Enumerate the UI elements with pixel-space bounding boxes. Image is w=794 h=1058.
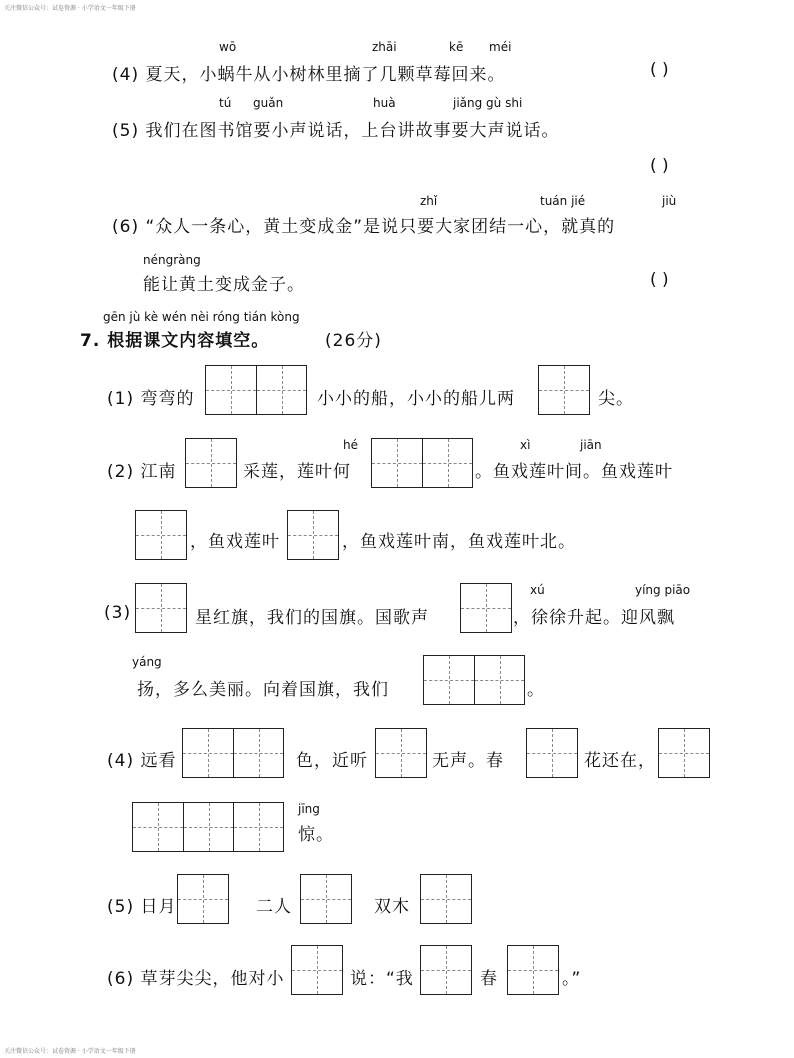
f4-text-e: 惊。 [298, 825, 334, 845]
f3-text-e: 。 [527, 680, 545, 700]
f4-box-2[interactable] [375, 728, 427, 778]
f5-box-2[interactable] [300, 874, 352, 924]
f4-box-5[interactable] [132, 802, 284, 852]
q7-score: (26分) [325, 331, 382, 351]
pinyin-jing: jīng [298, 802, 320, 816]
f4-box-1[interactable] [182, 728, 284, 778]
pinyin-hua: huà [373, 96, 396, 110]
f6-text-c: 春 [480, 969, 498, 989]
f4-text-b: 色，近听 [296, 751, 368, 771]
f6-text-d: 。” [562, 969, 582, 989]
f1-text-b: 小小的船，小小的船儿两 [317, 389, 515, 409]
item-4-text: (4) 夏天，小蜗牛从小树林里摘了几颗草莓回来。 [112, 65, 506, 85]
pinyin-ying-piao: yíng piāo [635, 583, 691, 597]
f4-box-3[interactable] [526, 728, 578, 778]
item-5-text: (5) 我们在图书馆要小声说话，上台讲故事要大声说话。 [112, 121, 560, 141]
f4-text-d: 花还在， [584, 751, 656, 771]
f2-text-e: ，鱼戏莲叶南，鱼戏莲叶北。 [342, 532, 576, 552]
f2-label: (2) 江南 [107, 462, 177, 482]
pinyin-jiang-gu-shi: jiǎng gù shi [453, 96, 523, 110]
pinyin-jiu: jiù [662, 194, 677, 208]
f6-box-1[interactable] [291, 945, 343, 995]
item-5-answer[interactable]: ( ) [650, 156, 669, 176]
pinyin-wo: wō [219, 40, 237, 54]
f2-text-c: 。鱼戏莲叶间。鱼戏莲叶 [475, 462, 673, 482]
f4-text-c: 无声。春 [432, 751, 504, 771]
f5-text-b: 二人 [256, 897, 292, 917]
f3-text-c: ，徐徐升起。迎风飘 [513, 608, 675, 628]
pinyin-mei: méi [489, 40, 512, 54]
f6-box-2[interactable] [420, 945, 472, 995]
pinyin-zhai: zhāi [372, 40, 397, 54]
item-6-text-2: 能让黄土变成金子。 [143, 275, 305, 295]
item-6-answer[interactable]: ( ) [650, 270, 669, 290]
item-6-text: (6) “众人一条心，黄土变成金”是说只要大家团结一心，就真的 [112, 217, 616, 237]
pinyin-yang: yáng [132, 655, 162, 669]
f2-text-d: ，鱼戏莲叶 [190, 532, 280, 552]
f1-box-2[interactable] [538, 365, 590, 415]
pinyin-zhi: zhǐ [420, 194, 438, 208]
pinyin-neng-rang: néngràng [143, 253, 201, 267]
f3-box-2[interactable] [460, 583, 512, 633]
f1-text-c: 尖。 [598, 389, 634, 409]
q7-pinyin: gēn jù kè wén nèi róng tián kòng [103, 310, 300, 324]
pinyin-xi: xì [520, 438, 531, 452]
f2-box-1[interactable] [185, 438, 237, 488]
f3-box-3[interactable] [423, 655, 525, 705]
f2-text-b: 采莲，莲叶何 [243, 462, 351, 482]
pinyin-tu: tú [219, 96, 232, 110]
f6-box-3[interactable] [507, 945, 559, 995]
f4-label: (4) 远看 [107, 751, 177, 771]
pinyin-ke: kē [449, 40, 464, 54]
f3-label: (3) [104, 603, 132, 623]
footer-watermark: 关注微信公众号：试卷资源 · 小学语文一年级下册 [4, 1048, 136, 1055]
pinyin-guan: guǎn [253, 96, 284, 110]
f5-label: (5) 日月 [107, 897, 177, 917]
f5-box-1[interactable] [177, 874, 229, 924]
f6-text-b: 说：“我 [350, 969, 414, 989]
pinyin-xu: xú [530, 583, 545, 597]
f5-text-c: 双木 [374, 897, 410, 917]
f5-box-3[interactable] [420, 874, 472, 924]
f3-text-d: 扬，多么美丽。向着国旗，我们 [137, 680, 389, 700]
pinyin-he: hé [343, 438, 358, 452]
f1-label: (1) 弯弯的 [107, 389, 195, 409]
pinyin-tuan-jie: tuán jié [540, 194, 586, 208]
item-4-answer[interactable]: ( ) [650, 60, 669, 80]
f6-label: (6) 草芽尖尖，他对小 [107, 969, 285, 989]
f2-box-4[interactable] [287, 510, 339, 560]
f4-box-4[interactable] [658, 728, 710, 778]
f3-text-b: 星红旗，我们的国旗。国歌声 [195, 608, 429, 628]
f1-box-1[interactable] [205, 365, 307, 415]
f3-box-1[interactable] [135, 583, 187, 633]
header-watermark: 关注微信公众号：试卷资源 · 小学语文一年级下册 [4, 5, 136, 12]
pinyin-jian: jiān [580, 438, 602, 452]
q7-title: 7. 根据课文内容填空。 [80, 331, 270, 351]
f2-box-3[interactable] [135, 510, 187, 560]
f2-box-2[interactable] [371, 438, 473, 488]
